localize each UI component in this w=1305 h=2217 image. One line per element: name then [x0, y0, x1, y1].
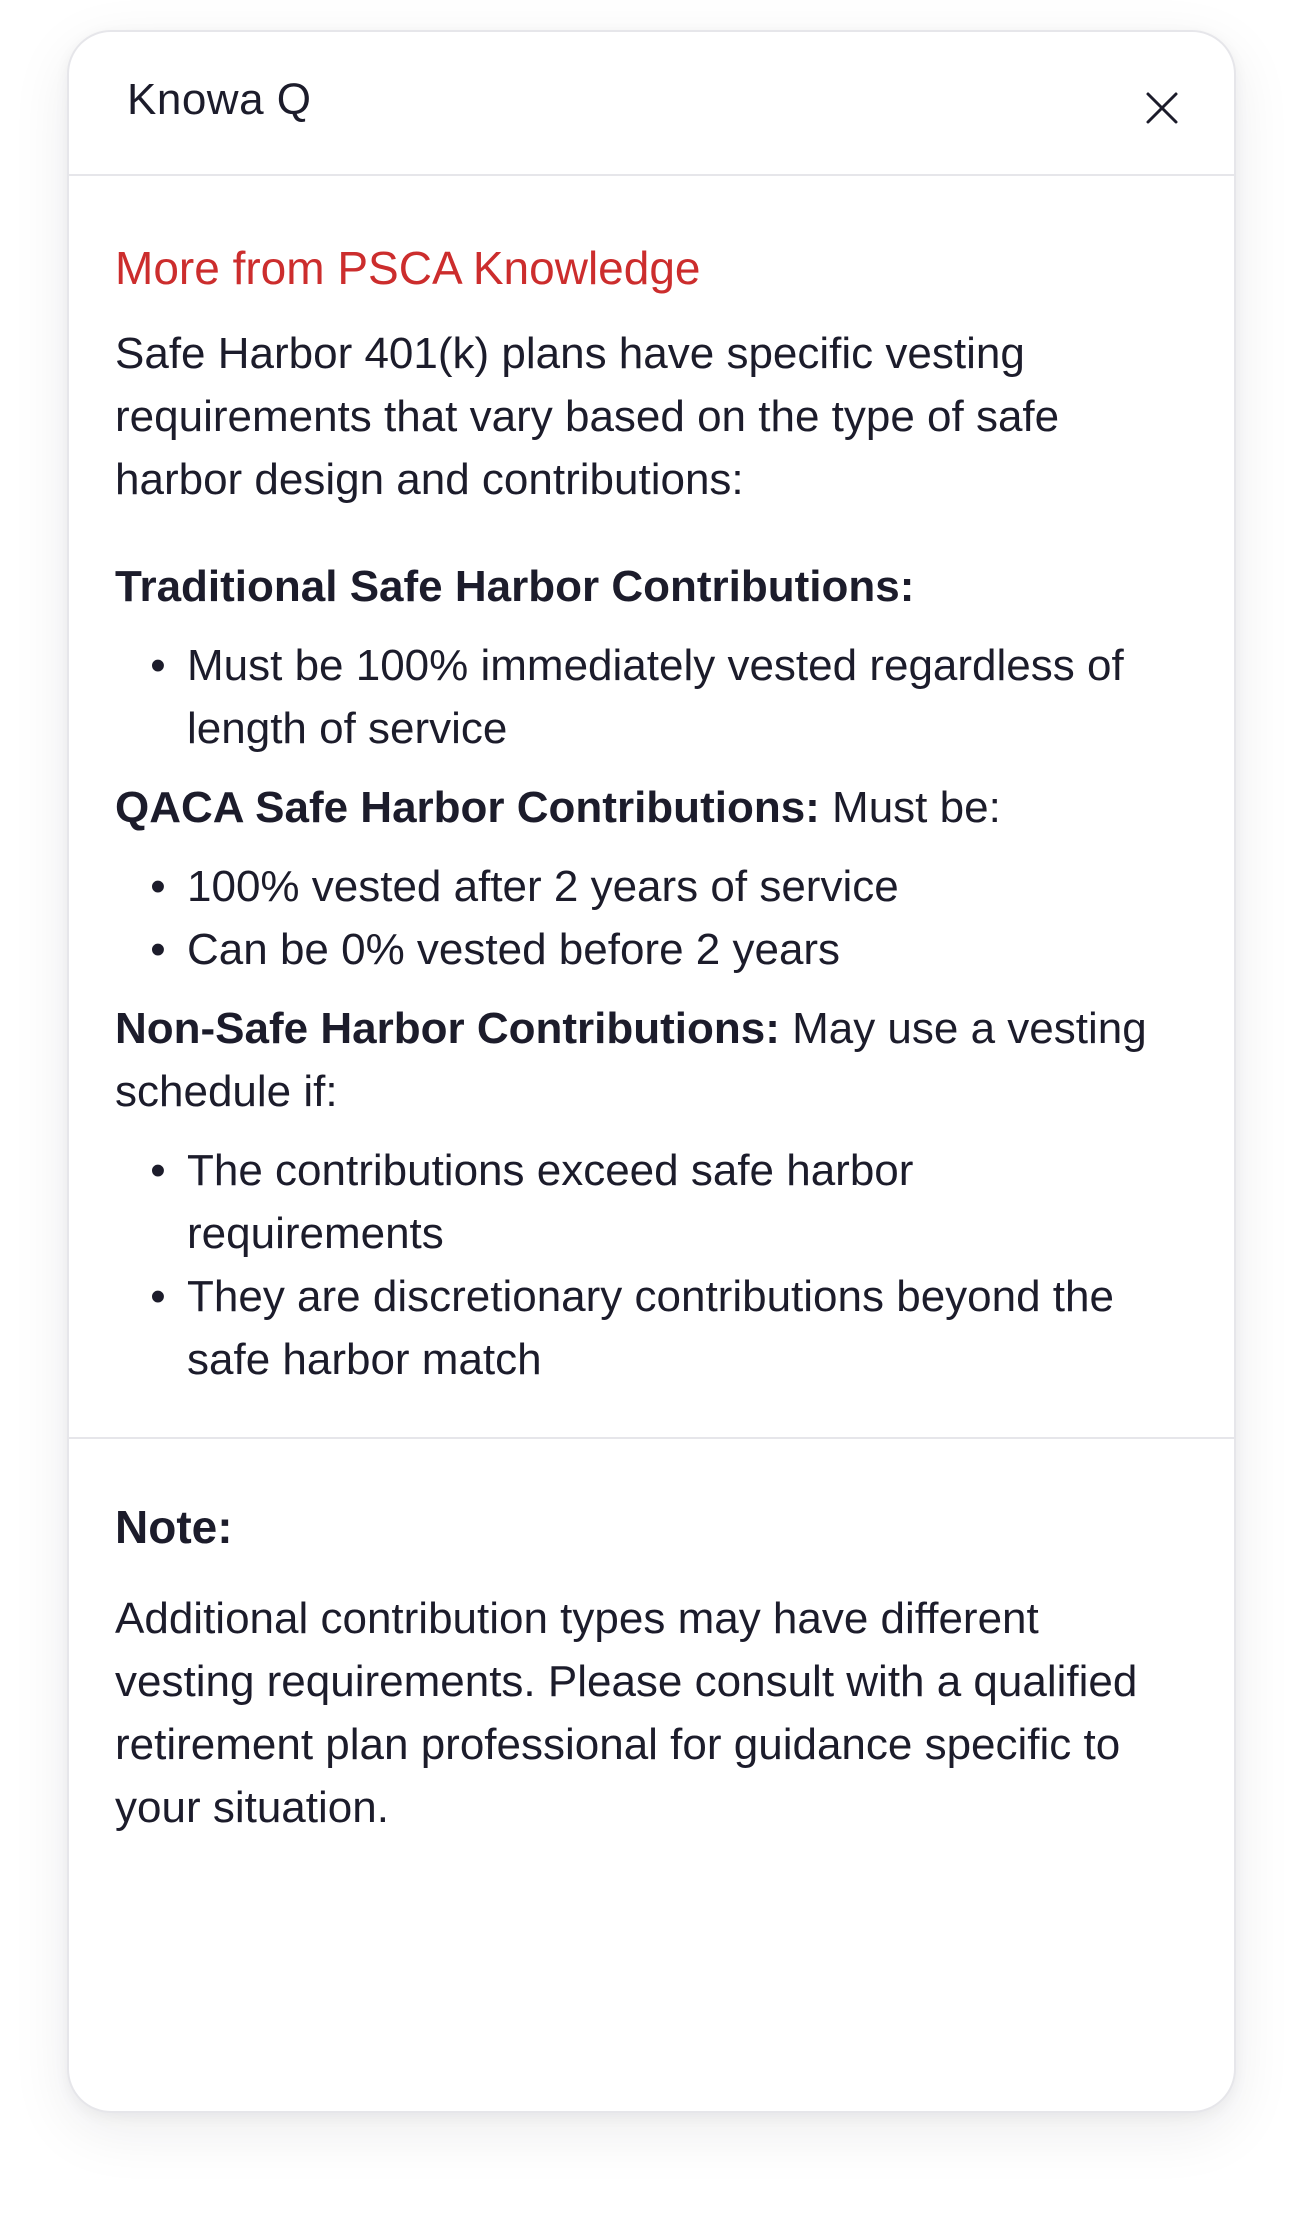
- traditional-heading: Traditional Safe Harbor Contributions:: [115, 562, 915, 611]
- source-heading: More from PSCA Knowledge: [115, 242, 701, 294]
- list-item-text: Must be 100% immediately vested regardless of length of service: [187, 641, 1124, 753]
- bullet-dot: •: [150, 641, 166, 690]
- section-divider: [69, 1437, 1234, 1439]
- list-item-text: They are discretionary contributions beyond the safe harbor match: [187, 1272, 1114, 1384]
- close-icon: [1145, 91, 1179, 125]
- answer-content: [69, 240, 1234, 1391]
- non-safe-harbor-heading: [115, 997, 1178, 1123]
- non-safe-harbor-heading-suffix: May use a vesting schedule if:: [115, 1004, 1147, 1116]
- list-item-text: Can be 0% vested before 2 years: [187, 925, 841, 974]
- bullet-dot: •: [150, 1146, 166, 1195]
- bullet-dot: •: [150, 925, 166, 974]
- close-button[interactable]: [1132, 78, 1192, 138]
- list-item: [115, 918, 1178, 981]
- list-item: [115, 634, 1178, 760]
- qaca-heading-label: QACA Safe Harbor Contributions:: [115, 783, 820, 832]
- non-safe-harbor-heading-label: Non-Safe Harbor Contributions:: [115, 1004, 780, 1053]
- list-item: [115, 855, 1178, 918]
- panel-title: Knowa Q: [127, 75, 312, 124]
- qaca-heading-suffix: Must be:: [819, 783, 1001, 832]
- note-heading: Note:: [115, 1501, 233, 1553]
- intro-paragraph: Safe Harbor 401(k) plans have specific vesting requirements that vary based on the type of safe harbor design and contributions:: [115, 329, 1060, 504]
- qaca-heading: [115, 776, 1178, 839]
- list-item-text: The contributions exceed safe harbor requirements: [187, 1146, 914, 1258]
- bullet-dot: •: [150, 862, 166, 911]
- non-safe-harbor-list: [115, 1139, 1178, 1391]
- bullet-dot: •: [150, 1272, 166, 1321]
- knowa-q-panel: [67, 30, 1236, 2113]
- note-section: [69, 1499, 1234, 1839]
- panel-header: [69, 32, 1234, 176]
- list-item: [115, 1265, 1178, 1391]
- note-paragraph: Additional contribution types may have different vesting requirements. Please consult with a qualified retirement plan professional for guidance specific to your situation.: [115, 1594, 1138, 1832]
- list-item: [115, 1139, 1178, 1265]
- qaca-list: [115, 855, 1178, 981]
- traditional-list: [115, 634, 1178, 760]
- list-item-text: 100% vested after 2 years of service: [187, 862, 899, 911]
